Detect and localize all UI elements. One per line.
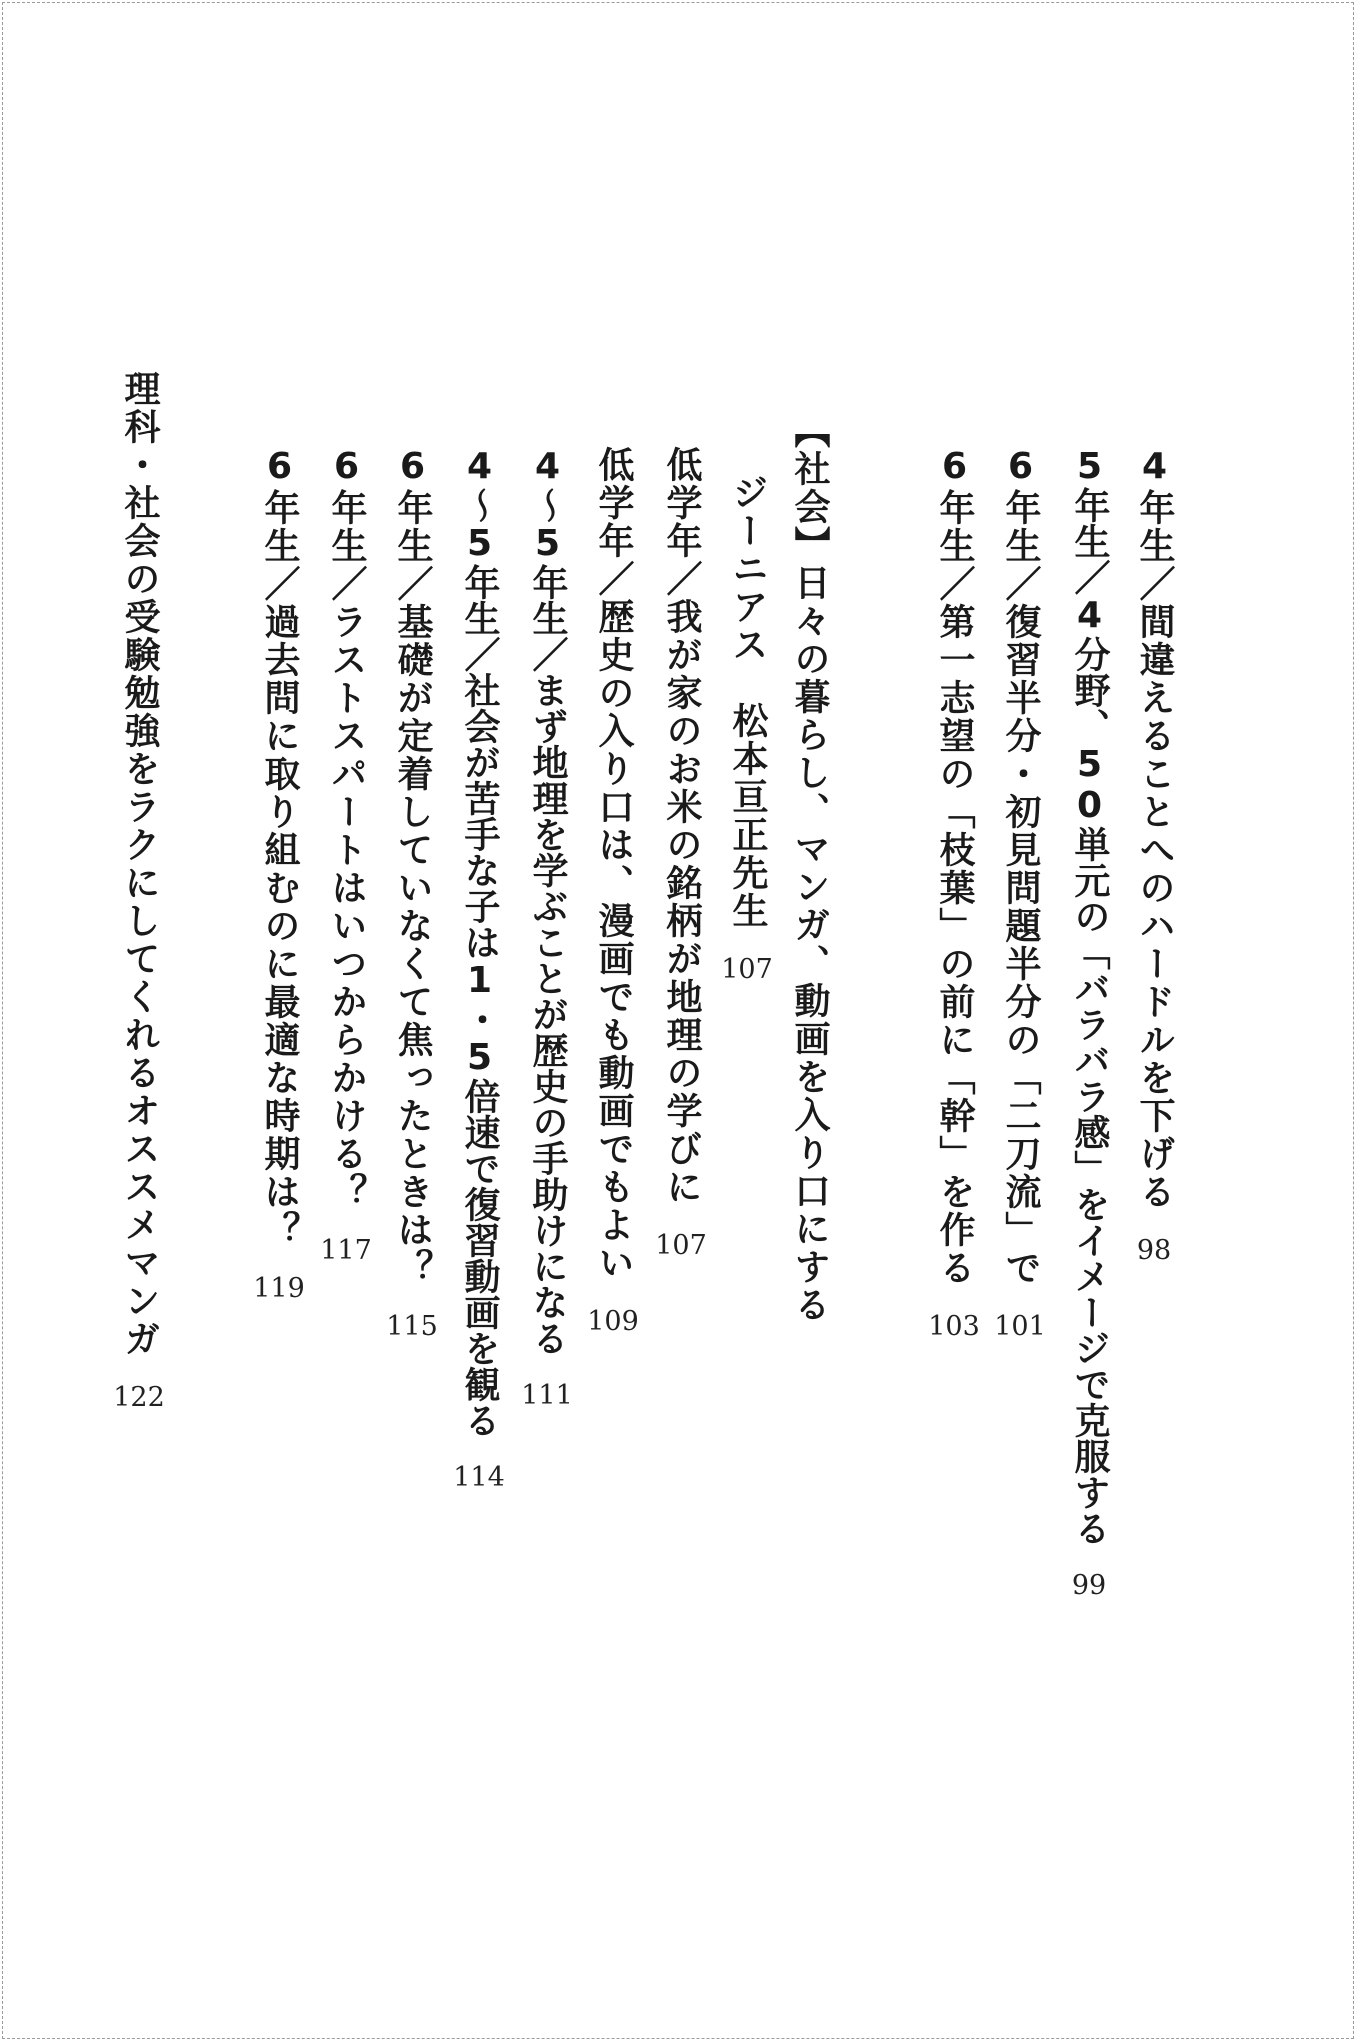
toc-section-heading [779,412,839,1324]
toc-entry-title: 4年生／間違えることへのハードルを下げる [1134,446,1175,1211]
toc-page-number: 109 [587,1306,639,1337]
toc-entry-title: 6年生／復習半分・初見問題半分の「二刀流」で [1000,446,1041,1287]
toc-page-number: 103 [928,1311,980,1342]
toc-page-number: 115 [386,1311,438,1342]
toc-page-number: 114 [453,1462,505,1493]
toc-page-number: 117 [320,1235,372,1266]
toc-page-number: 98 [1136,1235,1172,1266]
toc-entry-title: 理科・社会の受験勉強をラクにしてくれるオススメマンガ [119,370,160,1358]
toc-entry-7 [651,446,711,1259]
toc-entry-12 [316,446,376,1264]
toc-entry-2 [1059,446,1119,1599]
toc-page-number: 107 [721,954,773,985]
toc-entry-title: 低学年／我が家のお米の銘柄が地理の学びに [661,446,702,1206]
toc-entry-3 [990,446,1050,1340]
toc-page-number: 107 [655,1230,707,1261]
toc-entry-title: 5年生／4分野、50単元の「バラバラ感」をイメージで克服する [1069,446,1110,1546]
toc-entry-title: ジーニアス 松本亘正先生 [727,474,768,930]
toc-entry-4 [924,446,984,1340]
toc-entry-title: 6年生／第一志望の「枝葉」の前に「幹」を作る [934,446,975,1287]
toc-entry-8 [583,446,643,1335]
toc-entry-13 [249,446,309,1302]
section-title: 【社会】日々の暮らし、マンガ、動画を入り口にする [789,412,830,1324]
toc-entry-1 [1124,446,1184,1264]
toc-entry-title: 6年生／ラストスパートはいつからかける？ [326,446,367,1211]
toc-entry-title: 6年生／過去問に取り組むのに最適な時期は？ [259,446,300,1249]
toc-entry-6 [717,474,777,983]
toc-page-number: 119 [253,1273,305,1304]
toc-page-number: 101 [994,1311,1046,1342]
toc-entry-title: 低学年／歴史の入り口は、漫画でも動画でもよい [593,446,634,1282]
toc-entry-title: 4〜5年生／まず地理を学ぶことが歴史の手助けになる [527,446,568,1356]
toc-entry-title: 4〜5年生／社会が苦手な子は1・5倍速で復習動画を観る [459,446,500,1438]
toc-page-number: 99 [1071,1570,1107,1601]
toc-entry-14 [109,370,169,1411]
toc-entry-11 [382,446,442,1340]
toc-entry-title: 6年生／基礎が定着していなくて焦ったときは？ [392,446,433,1287]
toc-entry-9 [517,446,577,1409]
toc-page-number: 111 [521,1380,573,1411]
toc-page-number: 122 [113,1382,165,1413]
toc-entry-10 [449,446,509,1491]
